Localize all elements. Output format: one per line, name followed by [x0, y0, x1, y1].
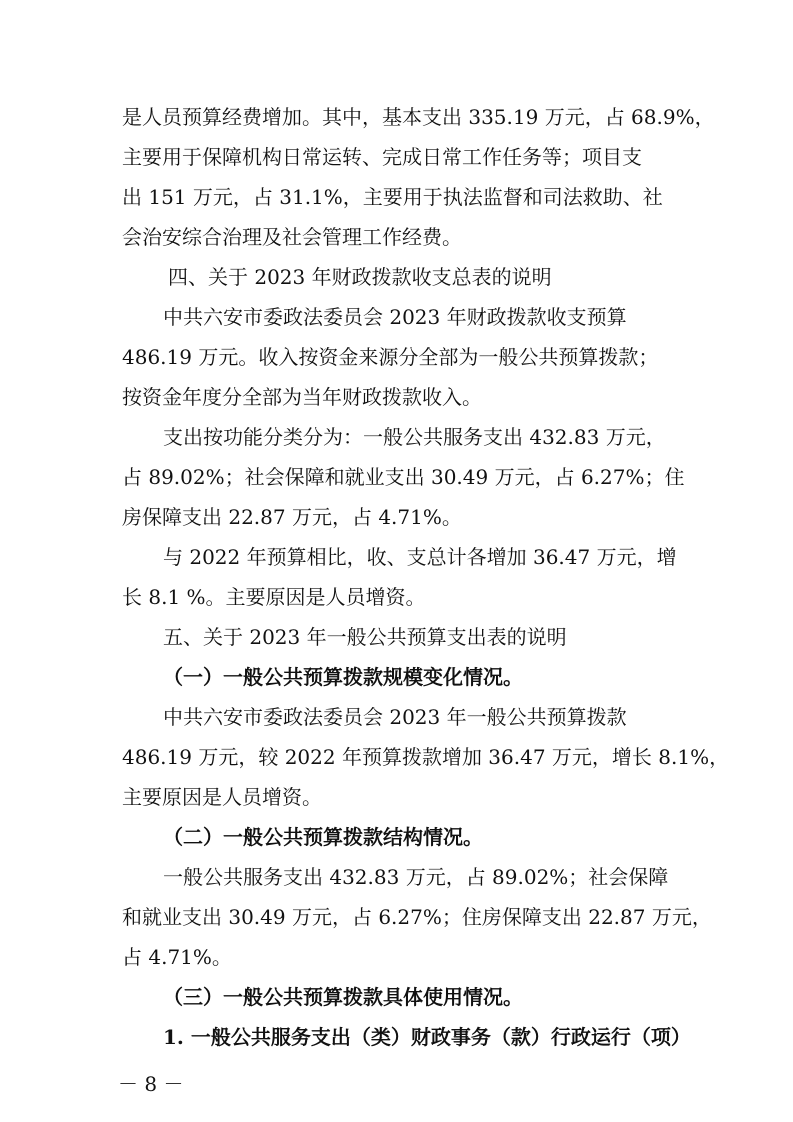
paragraph-line: 主要原因是人员增资。	[122, 785, 322, 809]
paragraph-line: 与 2022 年预算相比，收、支总计各增加 36.47 万元，增	[163, 545, 677, 569]
page-number: － 8 －	[118, 1072, 184, 1096]
paragraph-line: 占 4.71%。	[122, 945, 232, 969]
subheading-1: （一）一般公共预算拨款规模变化情况。	[163, 665, 523, 689]
paragraph-line: 中共六安市委政法委员会 2023 年一般公共预算拨款	[163, 705, 627, 729]
paragraph-line: 是人员预算经费增加。其中，基本支出 335.19 万元，占 68.9%，	[122, 105, 715, 129]
paragraph-line: 会治安综合治理及社会管理工作经费。	[122, 225, 462, 249]
section-heading-5: 五、关于 2023 年一般公共预算支出表的说明	[163, 625, 567, 649]
section-heading-4: 四、关于 2023 年财政拨款收支总表的说明	[168, 265, 552, 289]
paragraph-line: 486.19 万元，较 2022 年预算拨款增加 36.47 万元，增长 8.1%，	[122, 745, 730, 769]
paragraph-line: 和就业支出 30.49 万元，占 6.27%；住房保障支出 22.87 万元，	[122, 905, 712, 929]
paragraph-line: 支出按功能分类分为：一般公共服务支出 432.83 万元，	[163, 425, 666, 449]
paragraph-line: 出 151 万元，占 31.1%，主要用于执法监督和司法救助、社	[122, 185, 663, 209]
paragraph-line: 房保障支出 22.87 万元，占 4.71%。	[122, 505, 462, 529]
subheading-3: （三）一般公共预算拨款具体使用情况。	[163, 985, 523, 1009]
paragraph-line: 中共六安市委政法委员会 2023 年财政拨款收支预算	[163, 305, 627, 329]
paragraph-line: 按资金年度分全部为当年财政拨款收入。	[122, 385, 482, 409]
numbered-item-1: 1. 一般公共服务支出（类）财政事务（款）行政运行（项）	[163, 1025, 691, 1049]
paragraph-line: 长 8.1 %。主要原因是人员增资。	[122, 585, 426, 609]
paragraph-line: 主要用于保障机构日常运转、完成日常工作任务等；项目支	[122, 145, 642, 169]
subheading-2: （二）一般公共预算拨款结构情况。	[163, 825, 483, 849]
paragraph-line: 一般公共服务支出 432.83 万元，占 89.02%；社会保障	[163, 865, 669, 889]
paragraph-line: 486.19 万元。收入按资金来源分全部为一般公共预算拨款；	[122, 345, 659, 369]
paragraph-line: 占 89.02%；社会保障和就业支出 30.49 万元，占 6.27%；住	[122, 465, 685, 489]
